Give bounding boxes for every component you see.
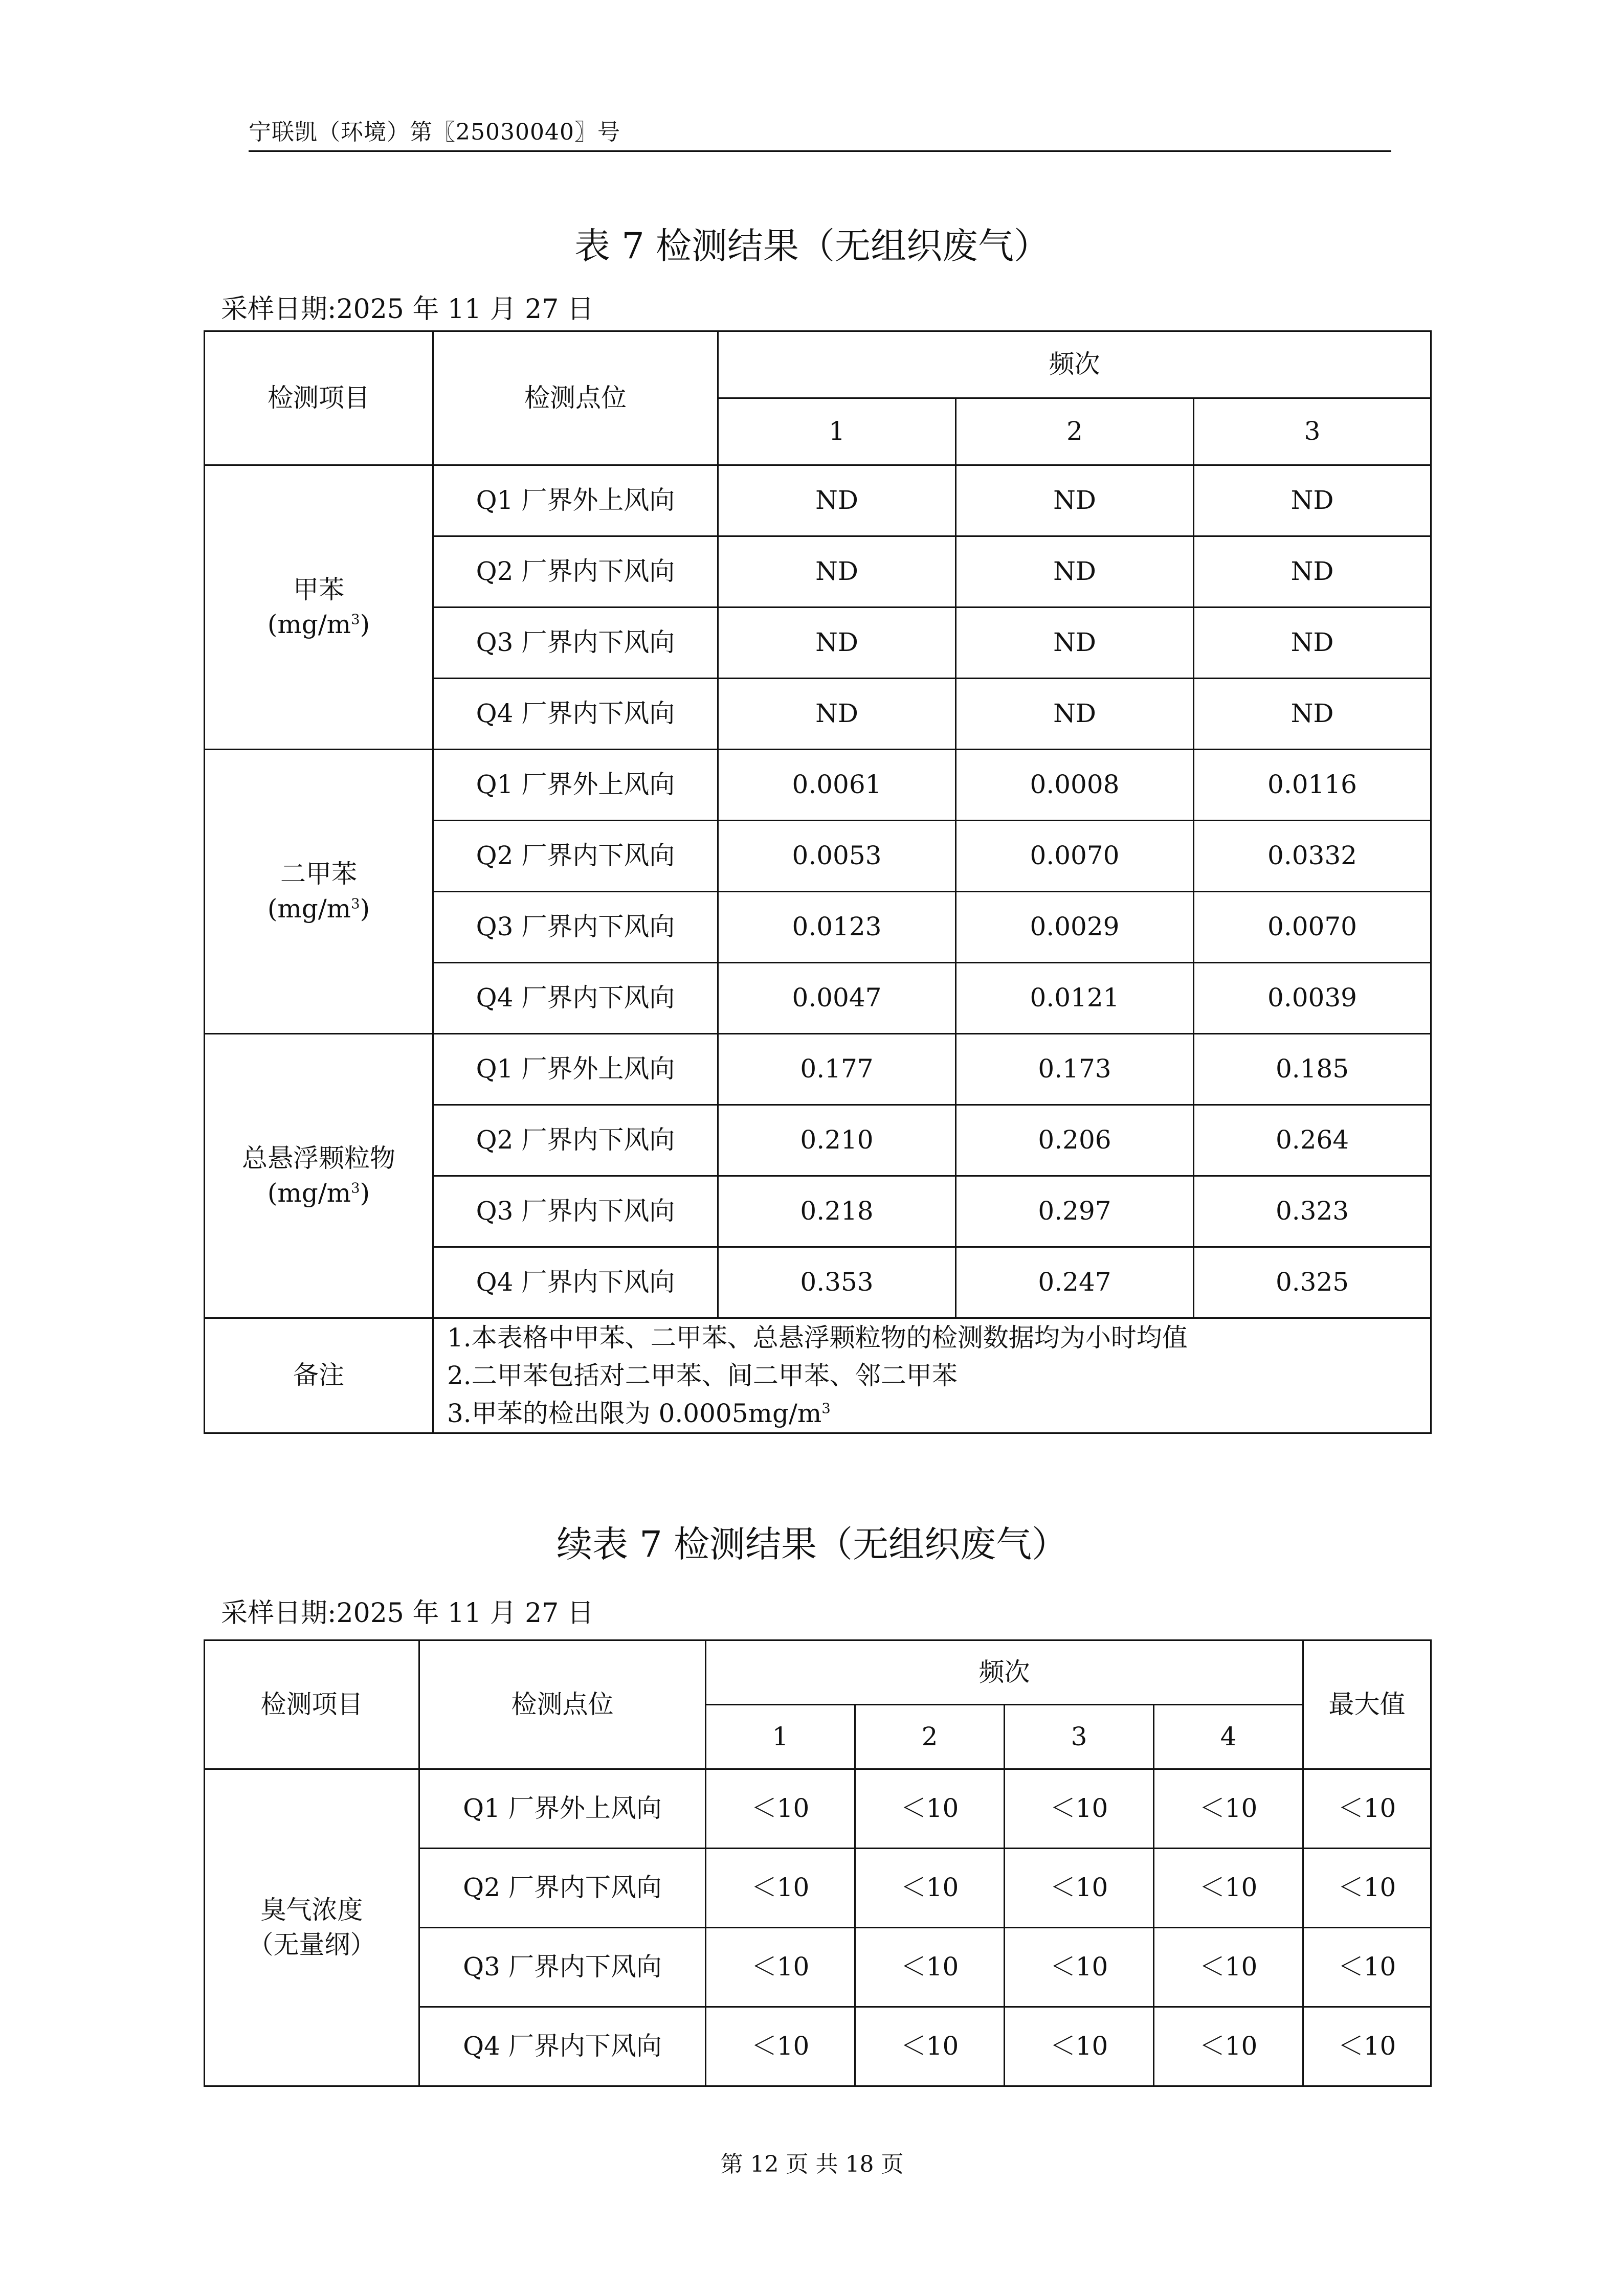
pollutant-cell	[205, 1034, 433, 1318]
value-cell: ND	[718, 607, 956, 679]
frequency-number-cell: 2	[855, 1705, 1005, 1769]
unit-superscript: 3	[351, 611, 360, 627]
value-cell: ND	[718, 679, 956, 750]
frequency-number-cell: 2	[956, 398, 1194, 465]
pollutant-unit: （无量纲）	[248, 1929, 376, 1960]
monitoring-point-cell: Q2 厂界内下风向	[433, 1105, 718, 1176]
value-cell: 0.206	[956, 1105, 1194, 1176]
remarks-label-cell: 备注	[205, 1318, 433, 1433]
value-cell: 0.218	[718, 1176, 956, 1247]
value-cell: 0.325	[1194, 1247, 1431, 1318]
value-cell: ＜10	[1154, 1769, 1303, 1849]
header-item-cell: 检测项目	[205, 1640, 419, 1769]
monitoring-point-cell: Q1 厂界外上风向	[433, 1034, 718, 1105]
header-frequency-cell: 频次	[706, 1640, 1303, 1705]
max-value-cell: ＜10	[1303, 2007, 1431, 2086]
value-cell: 0.0116	[1194, 750, 1431, 821]
monitoring-point-cell: Q3 厂界内下风向	[419, 1928, 706, 2007]
monitoring-point-cell: Q2 厂界内下风向	[433, 821, 718, 892]
value-cell: ND	[1194, 607, 1431, 679]
unit-superscript: 3	[351, 895, 360, 912]
table1-title: 表 7 检测结果（无组织废气）	[574, 225, 1050, 267]
pollutant-cell	[205, 750, 433, 1034]
value-cell: ＜10	[1154, 1849, 1303, 1928]
frequency-number-cell: 3	[1194, 398, 1431, 465]
max-value-cell: ＜10	[1303, 1928, 1431, 2007]
value-cell: ＜10	[1005, 1928, 1154, 2007]
document-number-header: 宁联凯（环境）第〖25030040〗号	[249, 114, 1391, 152]
frequency-number-cell: 1	[706, 1705, 855, 1769]
value-cell: ＜10	[855, 1769, 1005, 1849]
remark-text: 1.本表格中甲苯、二甲苯、总悬浮颗粒物的检测数据均为小时均值	[447, 1323, 1188, 1353]
table2-title: 续表 7 检测结果（无组织废气）	[556, 1523, 1068, 1565]
remark-superscript: 3	[821, 1400, 831, 1417]
table2-results	[204, 1639, 1432, 2087]
pollutant-name: 臭气浓度	[260, 1895, 363, 1925]
table-row	[205, 1034, 1431, 1105]
value-cell: 0.323	[1194, 1176, 1431, 1247]
header-point-cell: 检测点位	[419, 1640, 706, 1769]
pollutant-unit	[205, 607, 432, 642]
monitoring-point-cell: Q3 厂界内下风向	[433, 1176, 718, 1247]
unit-text: (mg/m	[267, 609, 351, 639]
table1-sampling-date: 采样日期:2025 年 11 月 27 日	[221, 294, 594, 325]
value-cell: ＜10	[706, 2007, 855, 2086]
monitoring-point-cell: Q1 厂界外上风向	[433, 465, 718, 536]
monitoring-point-cell: Q4 厂界内下风向	[419, 2007, 706, 2086]
monitoring-point-cell: Q2 厂界内下风向	[419, 1849, 706, 1928]
value-cell: 0.297	[956, 1176, 1194, 1247]
remark-line	[447, 1357, 1430, 1394]
pollutant-name: 甲苯	[293, 575, 344, 604]
value-cell: 0.264	[1194, 1105, 1431, 1176]
value-cell: ND	[1194, 536, 1431, 607]
value-cell: ND	[718, 536, 956, 607]
max-value-cell: ＜10	[1303, 1769, 1431, 1849]
value-cell: 0.0061	[718, 750, 956, 821]
unit-close: )	[360, 893, 370, 924]
value-cell: 0.353	[718, 1247, 956, 1318]
remark-line	[447, 1319, 1430, 1357]
unit-close: )	[360, 609, 370, 639]
max-value-cell: ＜10	[1303, 1849, 1431, 1928]
table-row	[205, 1769, 1431, 1849]
monitoring-point-cell: Q3 厂界内下风向	[433, 892, 718, 963]
monitoring-point-cell: Q1 厂界外上风向	[419, 1769, 706, 1849]
header-max-cell: 最大值	[1303, 1640, 1431, 1769]
value-cell: 0.0029	[956, 892, 1194, 963]
value-cell: ＜10	[855, 2007, 1005, 2086]
frequency-number-cell: 1	[718, 398, 956, 465]
table1-results	[204, 330, 1432, 1434]
remarks-cell	[433, 1318, 1431, 1433]
value-cell: 0.0332	[1194, 821, 1431, 892]
pollutant-name: 总悬浮颗粒物	[242, 1143, 395, 1173]
value-cell: ＜10	[1154, 2007, 1303, 2086]
pollutant-cell	[205, 465, 433, 750]
value-cell: 0.185	[1194, 1034, 1431, 1105]
page-number: 第 12 页 共 18 页	[720, 2151, 904, 2177]
value-cell: ND	[1194, 465, 1431, 536]
unit-text: (mg/m	[267, 893, 351, 924]
table-row	[205, 750, 1431, 821]
monitoring-point-cell: Q1 厂界外上风向	[433, 750, 718, 821]
pollutant-cell	[205, 1769, 419, 2086]
value-cell: 0.247	[956, 1247, 1194, 1318]
monitoring-point-cell: Q4 厂界内下风向	[433, 963, 718, 1034]
value-cell: 0.0123	[718, 892, 956, 963]
value-cell: 0.177	[718, 1034, 956, 1105]
table2-sampling-date: 采样日期:2025 年 11 月 27 日	[221, 1598, 594, 1629]
value-cell: 0.173	[956, 1034, 1194, 1105]
value-cell: 0.210	[718, 1105, 956, 1176]
value-cell: ＜10	[1154, 1928, 1303, 2007]
header-point-cell: 检测点位	[433, 331, 718, 465]
monitoring-point-cell: Q3 厂界内下风向	[433, 607, 718, 679]
remark-text: 3.甲苯的检出限为 0.0005mg/m	[447, 1399, 822, 1428]
frequency-number-cell: 4	[1154, 1705, 1303, 1769]
table-row	[205, 465, 1431, 536]
value-cell: ＜10	[706, 1849, 855, 1928]
value-cell: ND	[956, 679, 1194, 750]
value-cell: 0.0070	[956, 821, 1194, 892]
value-cell: ＜10	[1005, 2007, 1154, 2086]
unit-close: )	[360, 1178, 370, 1208]
value-cell: ＜10	[706, 1769, 855, 1849]
unit-text: (mg/m	[267, 1178, 351, 1208]
remark-text: 2.二甲苯包括对二甲苯、间二甲苯、邻二甲苯	[447, 1361, 958, 1390]
value-cell: 0.0053	[718, 821, 956, 892]
value-cell: 0.0008	[956, 750, 1194, 821]
value-cell: ＜10	[855, 1928, 1005, 2007]
value-cell: 0.0121	[956, 963, 1194, 1034]
monitoring-point-cell: Q2 厂界内下风向	[433, 536, 718, 607]
monitoring-point-cell: Q4 厂界内下风向	[433, 1247, 718, 1318]
pollutant-name: 二甲苯	[280, 859, 357, 889]
header-item-cell: 检测项目	[205, 331, 433, 465]
value-cell: 0.0047	[718, 963, 956, 1034]
unit-superscript: 3	[351, 1179, 360, 1196]
monitoring-point-cell: Q4 厂界内下风向	[433, 679, 718, 750]
pollutant-unit	[205, 1176, 432, 1211]
value-cell: ND	[956, 465, 1194, 536]
remark-line	[447, 1394, 1430, 1432]
value-cell: ＜10	[1005, 1849, 1154, 1928]
header-frequency-cell: 频次	[718, 331, 1431, 398]
value-cell: ND	[956, 607, 1194, 679]
value-cell: 0.0070	[1194, 892, 1431, 963]
value-cell: ND	[1194, 679, 1431, 750]
frequency-number-cell: 3	[1005, 1705, 1154, 1769]
value-cell: ＜10	[855, 1849, 1005, 1928]
value-cell: ＜10	[706, 1928, 855, 2007]
value-cell: 0.0039	[1194, 963, 1431, 1034]
value-cell: ND	[718, 465, 956, 536]
value-cell: ＜10	[1005, 1769, 1154, 1849]
value-cell: ND	[956, 536, 1194, 607]
pollutant-unit	[205, 892, 432, 927]
